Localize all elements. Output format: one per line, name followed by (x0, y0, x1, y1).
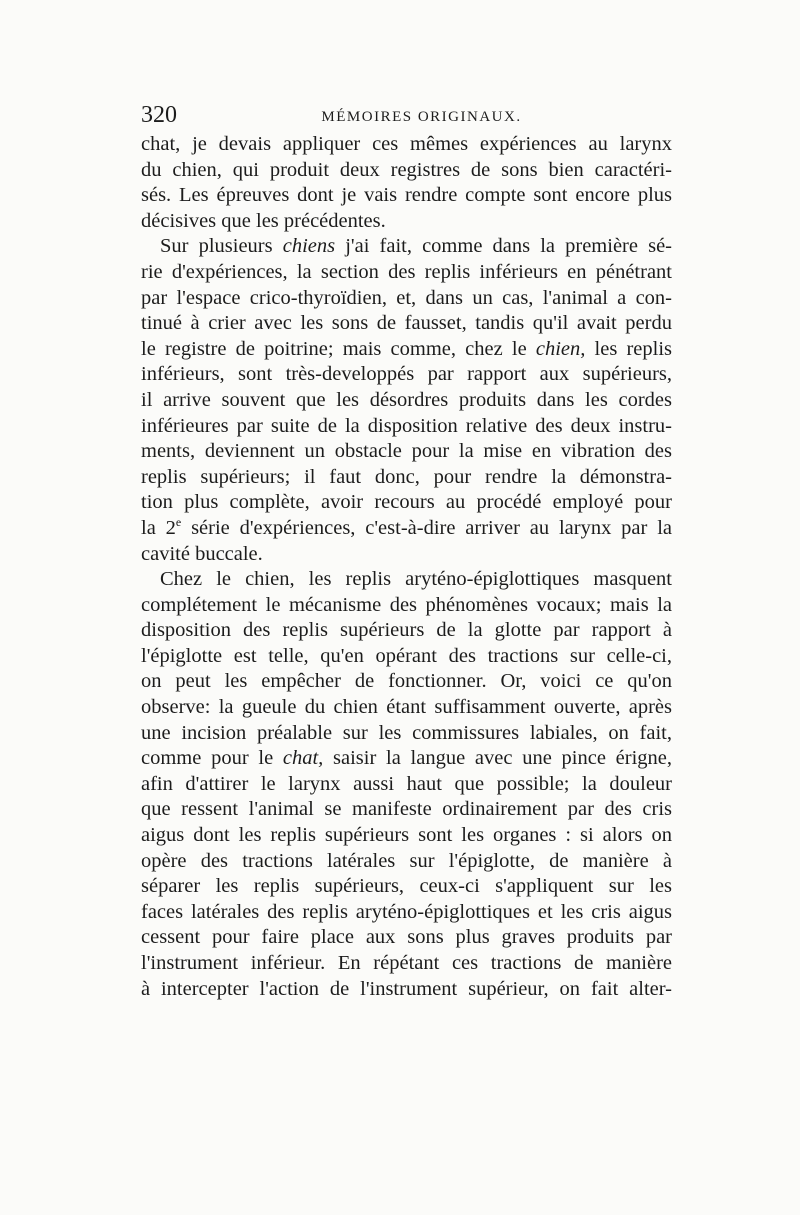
text-line: chat, je devais appliquer ces mêmes expériences au larynx (141, 133, 672, 155)
page-header (141, 98, 672, 132)
text-line: une incision préalable sur les commissures labiales, on fait, (141, 721, 672, 744)
text-line (141, 337, 672, 363)
text-line: inférieurs, sont très-developpés par rapport aux supérieurs, (141, 363, 672, 386)
text-line: tinué à crier avec les sons de fausset, tandis qu'il avait perdu (141, 312, 672, 335)
text-line: inférieures par suite de la disposition relative des deux instru- (141, 414, 672, 437)
italic-text: chiens (282, 235, 336, 258)
text-line: afin d'attirer le larynx aussi haut que possible; la douleur (141, 772, 672, 795)
text-line: séparer les replis supérieurs, ceux-ci s'appliquent sur les (141, 875, 672, 898)
italic-text: chien, (535, 337, 586, 360)
text-line: opère des tractions latérales sur l'épiglotte, de manière à (141, 849, 672, 872)
text-span: comme pour le (141, 747, 283, 770)
book-page (141, 98, 672, 1002)
text-line: faces latérales des replis aryténo-épiglottiques et les cris aigus (141, 900, 672, 923)
text-line (141, 746, 672, 772)
text-line: décisives que les précédentes. (141, 209, 386, 232)
italic-text: chat, (282, 747, 324, 770)
page-number: 320 (141, 102, 177, 128)
text-line: que ressent l'animal se manifeste ordinairement par des cris (141, 798, 672, 821)
text-line: il arrive souvent que les désordres produits dans les cordes (141, 388, 672, 411)
text-line: du chien, qui produit deux registres de sons bien caractéri- (141, 158, 672, 181)
text-line: l'épiglotte est telle, qu'en opérant des tractions sur celle-ci, (141, 644, 672, 667)
text-line: cavité buccale. (141, 542, 263, 565)
running-head: MÉMOIRES ORIGINAUX. (321, 109, 522, 125)
text-line: disposition des replis supérieurs de la glotte par rapport à (141, 619, 672, 642)
text-line: ments, deviennent un obstacle pour la mise en vibration des (141, 440, 672, 463)
text-line (141, 234, 672, 260)
text-span: j'ai fait, comme dans la première sé- (335, 235, 672, 258)
body-text (141, 132, 672, 1002)
text-span: saisir la langue avec une pince érigne, (323, 747, 672, 770)
text-span: le registre de poitrine; mais comme, chez le (141, 337, 536, 360)
text-span: Sur plusieurs (160, 235, 283, 258)
text-line: replis supérieurs; il faut donc, pour rendre la démonstra- (141, 465, 672, 488)
text-line: à intercepter l'action de l'instrument supérieur, on fait alter- (141, 977, 672, 1000)
text-line: cessent pour faire place aux sons plus graves produits par (141, 926, 672, 949)
text-line: l'instrument inférieur. En répétant ces tractions de manière (141, 952, 672, 974)
text-span: les replis (585, 337, 673, 360)
superscript: e (175, 515, 182, 530)
text-line: complétement le mécanisme des phénomènes vocaux; mais la (141, 593, 672, 616)
text-line: rie d'expériences, la section des replis inférieurs en pénétrant (141, 260, 672, 283)
text-line (141, 516, 672, 542)
text-line: aigus dont les replis supérieurs sont les organes : si alors on (141, 824, 672, 847)
text-line: observe: la gueule du chien étant suffisamment ouverte, après (141, 696, 672, 719)
text-line: Chez le chien, les replis aryténo-épiglottiques masquent (160, 568, 672, 591)
text-line: sés. Les épreuves dont je vais rendre compte sont encore plus (141, 184, 672, 207)
text-line: tion plus complète, avoir recours au procédé employé pour (141, 491, 672, 514)
text-line: on peut les empêcher de fonctionner. Or, voici ce qu'on (141, 670, 672, 693)
text-line: par l'espace crico-thyroïdien, et, dans un cas, l'animal a con- (141, 286, 672, 309)
text-span: la 2 (141, 516, 176, 539)
text-span: série d'expériences, c'est-à-dire arriver au larynx par la (181, 516, 672, 539)
